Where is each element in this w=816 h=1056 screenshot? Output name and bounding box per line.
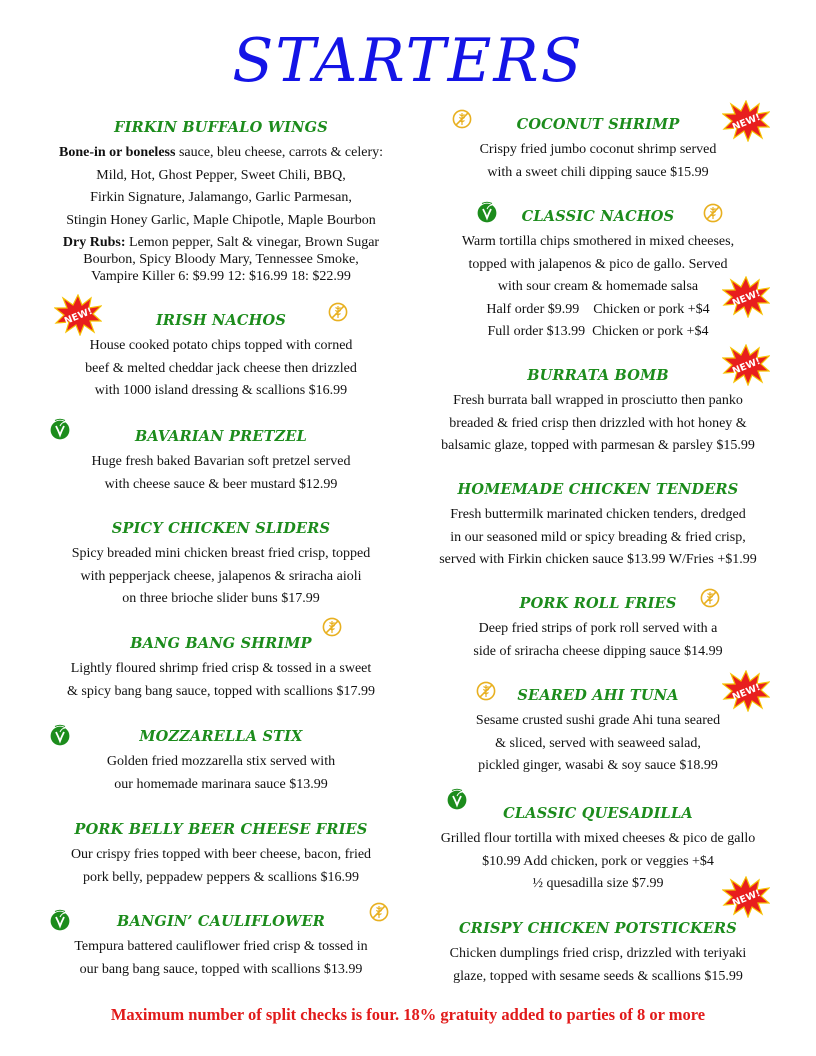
item-description: Sesame crusted sushi grade Ahi tuna seared & sliced, served with seaweed salad, pickled ginger, wasabi & soy sauce $18.99 xyxy=(475,713,721,773)
dry-rubs-label: Dry Rubs: xyxy=(62,235,126,250)
item-description: Tempura battered cauliflower fried crisp & tossed in our bang bang sauce, topped with scallions $13.99 xyxy=(74,939,368,977)
new-badge-text: NEW! xyxy=(62,305,95,327)
item-name: PORK ROLL FRIES xyxy=(519,595,677,612)
item-description: Deep fried strips of pork roll served with a side of sriracha cheese dipping sauce $14.99 xyxy=(473,621,723,659)
menu-item-spicy-chicken-sliders xyxy=(36,519,406,611)
item-name: BURRATA BOMB xyxy=(527,367,669,384)
item-description: Chicken dumplings fried crisp, drizzled with teriyaki glaze, topped with sesame seeds & scallions $15.99 xyxy=(449,946,747,984)
item-description: Lightly floured shrimp fried crisp & tossed in a sweet & spicy bang bang sauce, topped with scallions $17.99 xyxy=(67,661,375,699)
vegetarian-icon xyxy=(446,788,468,810)
item-description: Golden fried mozzarella stix served with our homemade marinara sauce $13.99 xyxy=(106,754,336,792)
new-starburst-icon xyxy=(54,294,102,336)
dry-rubs-description: Dry Rubs: Lemon pepper, Salt & vinegar, Brown Sugar Bourbon, Spicy Bloody Mary, Tennessee Smoke, Vampire Killer 6: $9.99 12: $16.99 18: $22.99 xyxy=(62,235,380,284)
item-name: HOMEMADE CHICKEN TENDERS xyxy=(457,481,739,498)
item-name: MOZZARELLA STIX xyxy=(139,728,303,745)
new-badge-text: NEW! xyxy=(730,111,763,133)
menu-item-bang-bang-shrimp xyxy=(36,634,406,703)
new-badge-text: NEW! xyxy=(730,887,763,909)
split-check-gratuity-notice: Maximum number of split checks is four. 18% gratuity added to parties of 8 or more xyxy=(110,1005,706,1024)
item-name: CRISPY CHICKEN POTSTICKERS xyxy=(459,920,737,937)
gluten-free-icon xyxy=(322,617,342,637)
item-name: CLASSIC QUESADILLA xyxy=(503,805,693,822)
new-starburst-icon xyxy=(722,100,770,142)
item-name: IRISH NACHOS xyxy=(155,312,287,329)
gluten-free-icon xyxy=(369,902,389,922)
item-description: Warm tortilla chips smothered in mixed cheeses, topped with jalapenos & pico de gallo. Served with sour cream & homemade salsa Half order $9.99 Chicken or pork +$4 Full order $13.99 Chicken or pork +$4 xyxy=(461,234,735,339)
wings-style-label: Bone-in or boneless xyxy=(59,145,176,160)
gluten-free-icon xyxy=(703,203,723,223)
item-description: Fresh burrata ball wrapped in prosciutto then panko breaded & fried crisp then drizzled with hot honey & balsamic glaze, topped with parmesan & parsley $15.99 xyxy=(441,393,755,453)
item-name: SEARED AHI TUNA xyxy=(517,687,679,704)
item-description: Fresh buttermilk marinated chicken tenders, dredged in our seasoned mild or spicy breading & fried crisp, served with Firkin chicken sauce $13.99 W/Fries +$1.99 xyxy=(439,507,757,567)
item-description: Crispy fried jumbo coconut shrimp served with a sweet chili dipping sauce $15.99 xyxy=(479,142,717,180)
item-description: House cooked potato chips topped with corned beef & melted cheddar jack cheese then drizzled with 1000 island dressing & scallions $16.99 xyxy=(85,338,357,398)
new-badge-text: NEW! xyxy=(730,681,763,703)
menu-item-bavarian-pretzel xyxy=(36,427,406,496)
new-starburst-icon xyxy=(722,876,770,918)
item-name: BANGIN’ CAULIFLOWER xyxy=(117,913,325,930)
item-name: BAVARIAN PRETZEL xyxy=(134,428,308,445)
gluten-free-icon xyxy=(476,681,496,701)
item-description: Grilled flour tortilla with mixed cheeses & pico de gallo $10.99 Add chicken, pork or veggies +$4 ½ quesadilla size $7.99 xyxy=(440,831,756,891)
item-description: Huge fresh baked Bavarian soft pretzel served with cheese sauce & beer mustard $12.99 xyxy=(91,454,351,492)
vegetarian-icon xyxy=(49,418,71,440)
new-starburst-icon xyxy=(722,276,770,318)
item-name: FIRKIN BUFFALO WINGS xyxy=(114,119,328,136)
vegetarian-icon xyxy=(49,724,71,746)
new-starburst-icon xyxy=(722,670,770,712)
menu-item-pork-belly-beer-cheese-fries xyxy=(36,820,406,889)
gluten-free-icon xyxy=(328,302,348,322)
new-badge-text: NEW! xyxy=(730,355,763,377)
menu-item-bangin-cauliflower xyxy=(36,912,406,981)
item-name: BANG BANG SHRIMP xyxy=(130,635,312,652)
vegetarian-icon xyxy=(476,201,498,223)
item-name: PORK BELLY BEER CHEESE FRIES xyxy=(74,821,368,838)
menu-item-pork-roll-fries xyxy=(412,594,784,663)
item-name: SPICY CHICKEN SLIDERS xyxy=(111,520,331,537)
menu-item-firkin-buffalo-wings xyxy=(36,118,406,285)
item-description: Our crispy fries topped with beer cheese, bacon, fried pork belly, peppadew peppers & scallions $16.99 xyxy=(70,847,372,885)
menu-item-homemade-chicken-tenders xyxy=(412,480,784,572)
new-starburst-icon xyxy=(722,344,770,386)
item-name: COCONUT SHRIMP xyxy=(516,116,680,133)
gluten-free-icon xyxy=(452,109,472,129)
menu-item-crispy-chicken-potstickers xyxy=(412,919,784,988)
gluten-free-icon xyxy=(700,588,720,608)
item-description: Spicy breaded mini chicken breast fried crisp, topped with pepperjack cheese, jalapenos & sriracha aioli on three brioche slider buns $17.99 xyxy=(71,546,371,606)
item-name: CLASSIC NACHOS xyxy=(521,208,675,225)
menu-item-mozzarella-stix xyxy=(36,727,406,796)
new-badge-text: NEW! xyxy=(730,287,763,309)
vegetarian-icon xyxy=(49,909,71,931)
item-description: Bone-in or boneless sauce, bleu cheese, carrots & celery: Mild, Hot, Ghost Pepper, Sweet Chili, BBQ, Firkin Signature, Jalamango, Garlic Parmesan, Stingin Honey Garlic, Maple Chipotle, Maple Bourbon xyxy=(59,145,383,228)
page-title: STARTERS xyxy=(232,26,584,96)
